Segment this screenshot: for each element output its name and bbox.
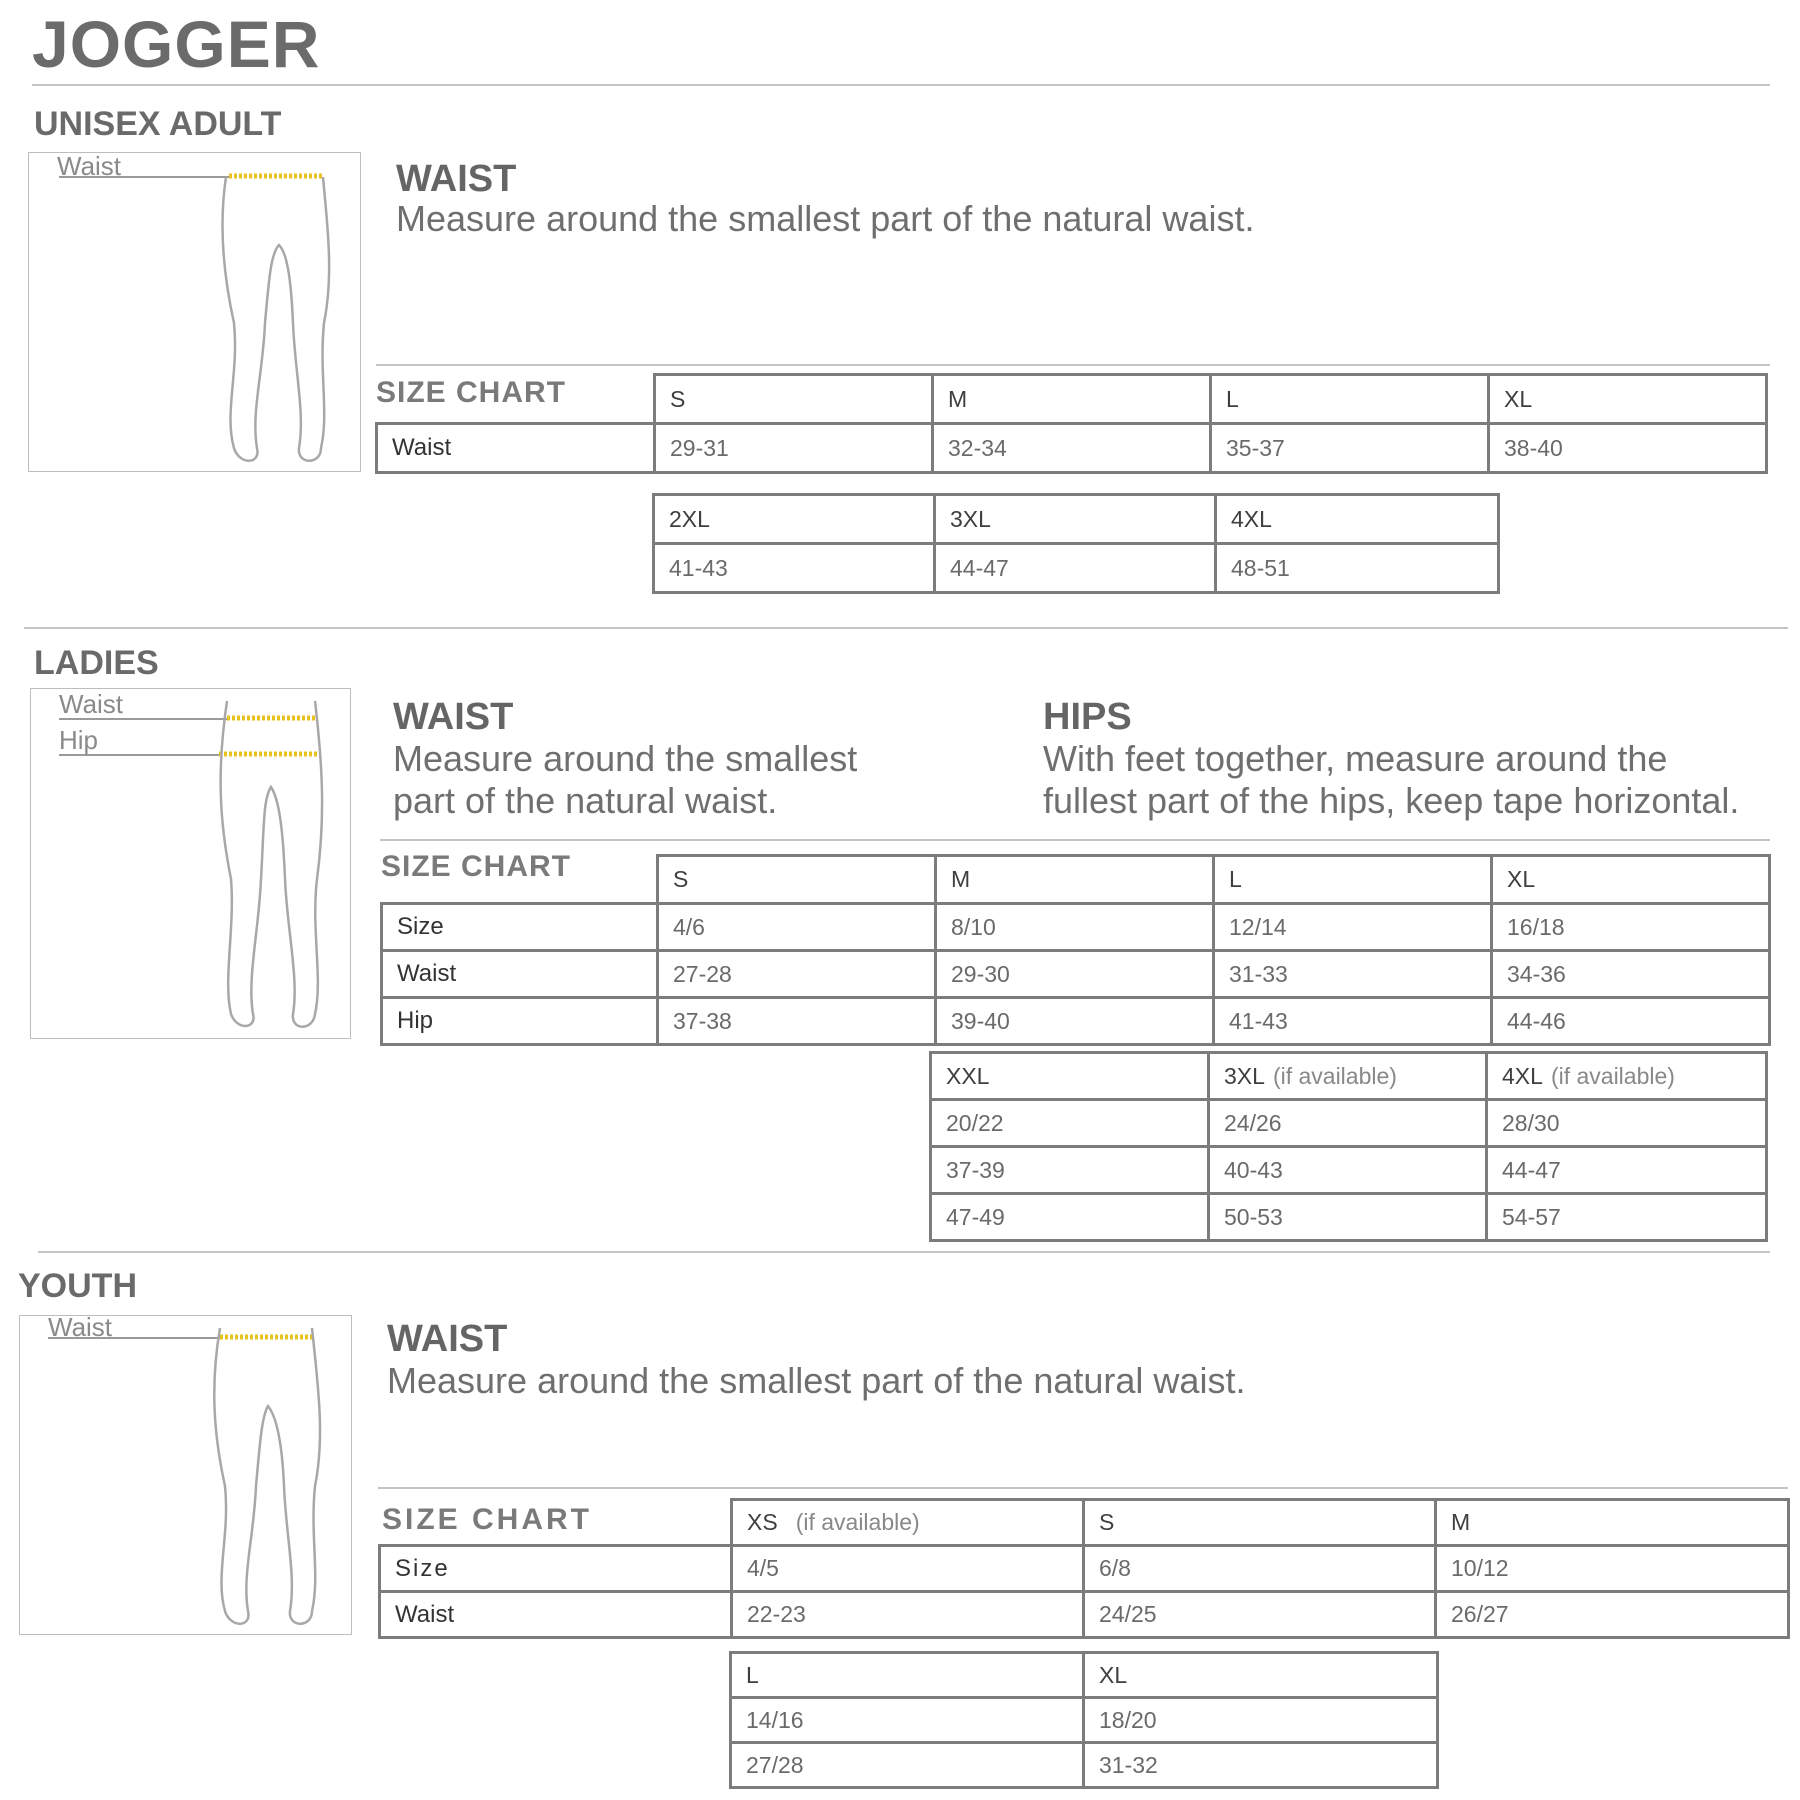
table-row: [931, 1194, 1767, 1241]
table-row: [380, 1592, 1789, 1638]
unisex-waist-desc: Measure around the smallest part of the natural waist.: [396, 198, 1255, 239]
table-header-row: [931, 1053, 1767, 1100]
availability-note: (if available): [1272, 1062, 1397, 1089]
table-cell: 39-40: [936, 998, 1214, 1045]
table-row: [380, 1546, 1789, 1592]
size-header: M: [1436, 1500, 1789, 1546]
ladies-size-table-2: [929, 1051, 1768, 1242]
ladies-hips-title: HIPS: [1043, 696, 1132, 738]
unisex-chart-divider: [376, 364, 1770, 366]
size-label: XXL: [946, 1062, 990, 1089]
table-cell: 37-39: [931, 1147, 1209, 1194]
size-header: [732, 1500, 1084, 1546]
row-label-size: Size: [382, 904, 658, 951]
size-header: M: [936, 856, 1214, 904]
table-cell: 18/20: [1084, 1698, 1438, 1743]
size-header: XL: [1084, 1653, 1438, 1698]
size-header: XL: [1492, 856, 1770, 904]
row-label-size: Size: [380, 1546, 732, 1592]
unisex-size-chart-label: SIZE CHART: [376, 376, 566, 409]
ladies-waist-title: WAIST: [393, 696, 514, 738]
youth-size-chart-label: SIZE CHART: [382, 1503, 592, 1536]
table-cell: 29-30: [936, 951, 1214, 998]
table-cell: 31-33: [1214, 951, 1492, 998]
ladies-size-chart-label: SIZE CHART: [381, 850, 571, 883]
table-cell: 48-51: [1216, 544, 1499, 593]
size-header: S: [655, 375, 933, 424]
table-row: [382, 951, 1770, 998]
table-cell: 50-53: [1209, 1194, 1487, 1241]
size-header: 3XL: [935, 495, 1216, 544]
table-row: [931, 1100, 1767, 1147]
table-header-row: [380, 1500, 1789, 1546]
figure-label-waist: Waist: [57, 151, 122, 181]
youth-waist-desc: Measure around the smallest part of the natural waist.: [387, 1360, 1246, 1401]
unisex-size-table-2: [652, 493, 1500, 594]
table-cell: 44-47: [935, 544, 1216, 593]
size-label: XS: [747, 1509, 778, 1535]
table-header-row: [731, 1653, 1438, 1698]
size-header: [1487, 1053, 1767, 1100]
table-cell: 54-57: [1487, 1194, 1767, 1241]
table-row: [731, 1698, 1438, 1743]
size-header: M: [933, 375, 1211, 424]
size-header: S: [1084, 1500, 1436, 1546]
table-row: [654, 544, 1499, 593]
section-divider: [38, 1251, 1770, 1253]
table-cell: 35-37: [1211, 424, 1489, 473]
table-cell: 27/28: [731, 1743, 1084, 1788]
table-cell: 41-43: [1214, 998, 1492, 1045]
table-cell: 38-40: [1489, 424, 1767, 473]
size-header: XL: [1489, 375, 1767, 424]
size-header: L: [1214, 856, 1492, 904]
table-cell: 20/22: [931, 1100, 1209, 1147]
ladies-waist-desc-1: Measure around the smallest: [393, 738, 858, 779]
table-row: [382, 998, 1770, 1045]
table-cell: 22-23: [732, 1592, 1084, 1638]
table-corner: [380, 1500, 732, 1546]
size-header: [931, 1053, 1209, 1100]
table-cell: 24/25: [1084, 1592, 1436, 1638]
section-title-unisex: UNISEX ADULT: [34, 105, 282, 143]
table-row: [382, 904, 1770, 951]
table-cell: 24/26: [1209, 1100, 1487, 1147]
title-divider: [32, 84, 1770, 86]
youth-figure: [19, 1312, 352, 1635]
table-cell: 6/8: [1084, 1546, 1436, 1592]
size-header: L: [731, 1653, 1084, 1698]
row-label-waist: Waist: [377, 424, 655, 473]
size-label: 3XL: [1224, 1062, 1265, 1089]
section-title-ladies: LADIES: [34, 644, 159, 682]
table-cell: 37-38: [658, 998, 936, 1045]
unisex-waist-title: WAIST: [396, 158, 517, 200]
row-label-hip: Hip: [382, 998, 658, 1045]
size-header: L: [1211, 375, 1489, 424]
ladies-waist-desc-2: part of the natural waist.: [393, 780, 778, 821]
table-cell: 26/27: [1436, 1592, 1789, 1638]
page-title: JOGGER: [32, 7, 321, 81]
table-cell: 4/6: [658, 904, 936, 951]
youth-waist-title: WAIST: [387, 1318, 508, 1360]
row-label-waist: Waist: [380, 1592, 732, 1638]
section-title-youth: YOUTH: [18, 1267, 137, 1305]
size-header: S: [658, 856, 936, 904]
section-divider: [24, 627, 1788, 629]
ladies-hips-desc-1: With feet together, measure around the: [1043, 738, 1668, 779]
figure-label-hip: Hip: [59, 725, 99, 755]
table-cell: 4/5: [732, 1546, 1084, 1592]
table-cell: 31-32: [1084, 1743, 1438, 1788]
ladies-chart-divider: [380, 839, 1770, 841]
table-cell: 40-43: [1209, 1147, 1487, 1194]
table-cell: 41-43: [654, 544, 935, 593]
table-header-row: [382, 856, 1770, 904]
table-cell: 10/12: [1436, 1546, 1789, 1592]
size-header: 4XL: [1216, 495, 1499, 544]
table-header-row: [654, 495, 1499, 544]
table-cell: 14/16: [731, 1698, 1084, 1743]
figure-label-waist: Waist: [59, 689, 124, 719]
table-cell: 28/30: [1487, 1100, 1767, 1147]
table-cell: 47-49: [931, 1194, 1209, 1241]
size-header: [1209, 1053, 1487, 1100]
table-cell: 44-46: [1492, 998, 1770, 1045]
unisex-figure: [28, 152, 361, 472]
table-corner: [382, 856, 658, 904]
table-row: [931, 1147, 1767, 1194]
ladies-figure: [30, 688, 351, 1039]
unisex-size-table: [375, 373, 1768, 474]
availability-note: (if available): [1550, 1062, 1675, 1089]
table-cell: 12/14: [1214, 904, 1492, 951]
table-cell: 27-28: [658, 951, 936, 998]
youth-size-table-2: [729, 1651, 1439, 1789]
table-row: [731, 1743, 1438, 1788]
size-label: 4XL: [1502, 1062, 1543, 1089]
youth-size-table: [378, 1498, 1790, 1639]
ladies-hips-desc-2: fullest part of the hips, keep tape horizontal.: [1043, 780, 1740, 821]
legs-outline-icon: [20, 1316, 351, 1634]
table-cell: 8/10: [936, 904, 1214, 951]
table-cell: 34-36: [1492, 951, 1770, 998]
table-row: [377, 424, 1767, 473]
table-cell: 16/18: [1492, 904, 1770, 951]
size-header: 2XL: [654, 495, 935, 544]
availability-note: (if available): [795, 1509, 920, 1535]
table-corner: [377, 375, 655, 424]
ladies-size-table: [380, 854, 1771, 1046]
table-cell: 32-34: [933, 424, 1211, 473]
table-cell: 44-47: [1487, 1147, 1767, 1194]
table-cell: 29-31: [655, 424, 933, 473]
row-label-waist: Waist: [382, 951, 658, 998]
legs-outline-icon: [29, 153, 360, 471]
table-header-row: [377, 375, 1767, 424]
figure-label-waist: Waist: [48, 1312, 113, 1342]
youth-chart-divider: [378, 1487, 1788, 1489]
